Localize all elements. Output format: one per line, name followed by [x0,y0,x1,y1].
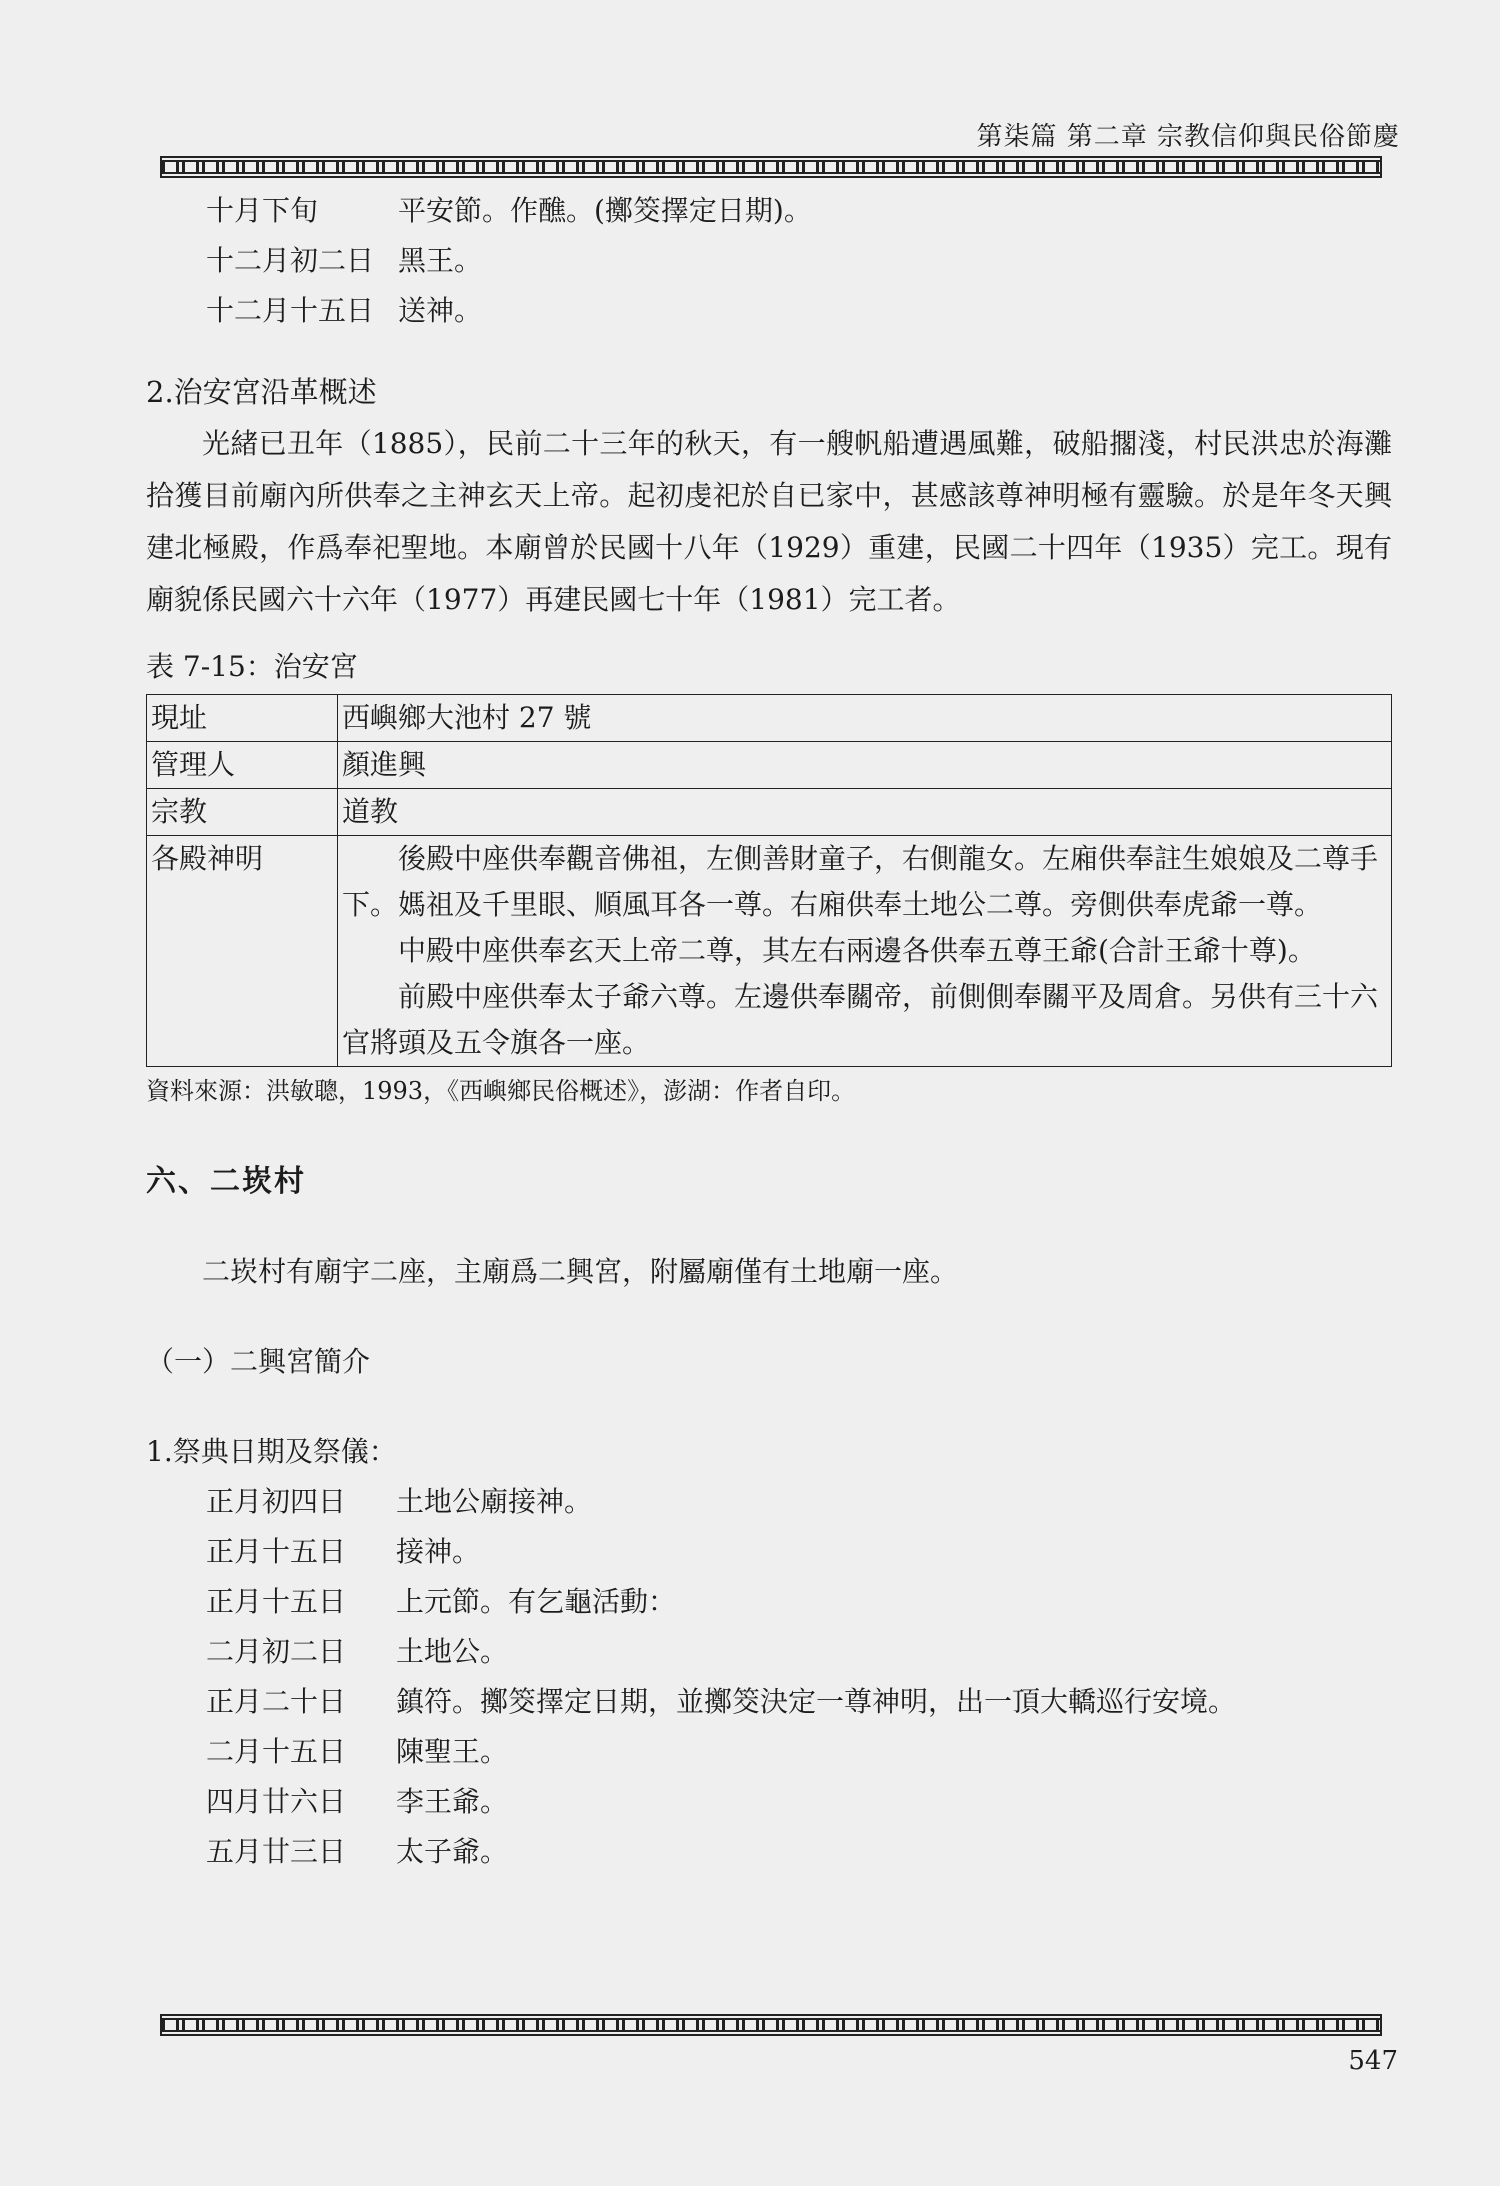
schedule-row [146,1777,1392,1827]
schedule-date: 二月十五日 [206,1735,347,1768]
history-title: 2.治安宮沿革概述 [146,375,377,409]
temple-info-table [146,694,1392,1067]
rites-schedule [146,1477,1392,1877]
schedule-event: 土地公。 [396,1635,509,1668]
decorative-border-bottom [160,2014,1382,2036]
table-key: 宗教 [147,789,338,836]
schedule-row [146,286,1392,336]
schedule-date: 五月廿三日 [206,1835,347,1868]
schedule-date: 四月廿六日 [206,1785,347,1818]
table-key: 現址 [147,695,338,742]
rites-title: 1.祭典日期及祭儀： [146,1435,397,1468]
table-row [147,836,1392,1067]
table-row [147,742,1392,789]
schedule-date: 十二月初二日 [206,244,375,277]
table-source: 資料來源：洪敏聰，1993，《西嶼鄉民俗概述》，澎湖：作者自印。 [146,1077,856,1105]
table-key: 管理人 [147,742,338,789]
table-row [147,789,1392,836]
schedule-date: 正月十五日 [206,1585,347,1618]
shrine-paragraph: 前殿中座供奉太子爺六尊。左邊供奉關帝，前側側奉關平及周倉。另供有三十六官將頭及五令旗各一座。 [342,980,1379,1059]
shrine-deities-cell [338,836,1392,1067]
schedule-row [146,236,1392,286]
schedule-row [146,1677,1392,1727]
shrine-paragraph: 後殿中座供奉觀音佛祖，左側善財童子，右側龍女。左廂供奉註生娘娘及二尊手下。媽祖及千里眼、順風耳各一尊。右廂供奉土地公二尊。旁側供奉虎爺一尊。 [342,842,1379,921]
schedule-row [146,1827,1392,1877]
schedule-event: 李王爺。 [396,1785,509,1818]
schedule-row [146,186,1392,236]
schedule-row [146,1577,1392,1627]
decorative-border-top [160,156,1382,178]
schedule-date: 正月十五日 [206,1535,347,1568]
schedule-date: 十二月十五日 [206,294,375,327]
top-schedule [146,186,1392,336]
table-key: 各殿神明 [147,836,338,1067]
subsection-title: （一）二興宮簡介 [146,1345,371,1378]
schedule-date: 正月初四日 [206,1485,347,1518]
schedule-row [146,1727,1392,1777]
page-content [146,186,1392,1877]
schedule-event: 土地公廟接神。 [396,1485,593,1518]
table-value: 西嶼鄉大池村 27 號 [338,695,1392,742]
schedule-row [146,1627,1392,1677]
page-number: 547 [1348,2046,1398,2076]
section-title: 六、二崁村 [146,1164,306,1199]
table-row [147,695,1392,742]
schedule-date: 正月二十日 [206,1685,347,1718]
shrine-paragraph: 中殿中座供奉玄天上帝二尊，其左右兩邊各供奉五尊王爺(合計王爺十尊)。 [398,934,1316,967]
running-header: 第柒篇 第二章 宗教信仰與民俗節慶 [976,122,1400,152]
table-value: 道教 [338,789,1392,836]
schedule-row [146,1477,1392,1527]
table-caption: 表 7-15：治安宮 [146,650,358,683]
schedule-date: 十月下旬 [206,194,319,227]
schedule-event: 黑王。 [398,244,483,277]
schedule-event: 送神。 [398,294,483,327]
schedule-row [146,1527,1392,1577]
schedule-date: 二月初二日 [206,1635,347,1668]
schedule-event: 陳聖王。 [396,1735,509,1768]
schedule-event: 太子爺。 [396,1835,509,1868]
schedule-event: 上元節。有乞龜活動： [396,1585,677,1618]
section-intro: 二崁村有廟宇二座，主廟爲二興宮，附屬廟僅有土地廟一座。 [202,1255,959,1288]
history-paragraph: 光緒已丑年（1885），民前二十三年的秋天，有一艘帆船遭遇風難，破船擱淺，村民洪忠於海灘拾獲目前廟內所供奉之主神玄天上帝。起初虔祀於自已家中，甚感該尊神明極有靈驗。於是年冬天興建北極殿，作爲奉祀聖地。本廟曾於民國十八年（1929）重建，民國二十四年（1935）完工。現有廟貌係民國六十六年（1977）再建民國七十年（1981）完工者。 [146,427,1392,616]
schedule-event: 接神。 [396,1535,481,1568]
table-value: 顏進興 [338,742,1392,789]
schedule-event: 鎮符。擲筊擇定日期，並擲筊決定一尊神明，出一頂大轎巡行安境。 [396,1685,1237,1718]
schedule-event: 平安節。作醮。(擲筊擇定日期)。 [398,194,812,227]
